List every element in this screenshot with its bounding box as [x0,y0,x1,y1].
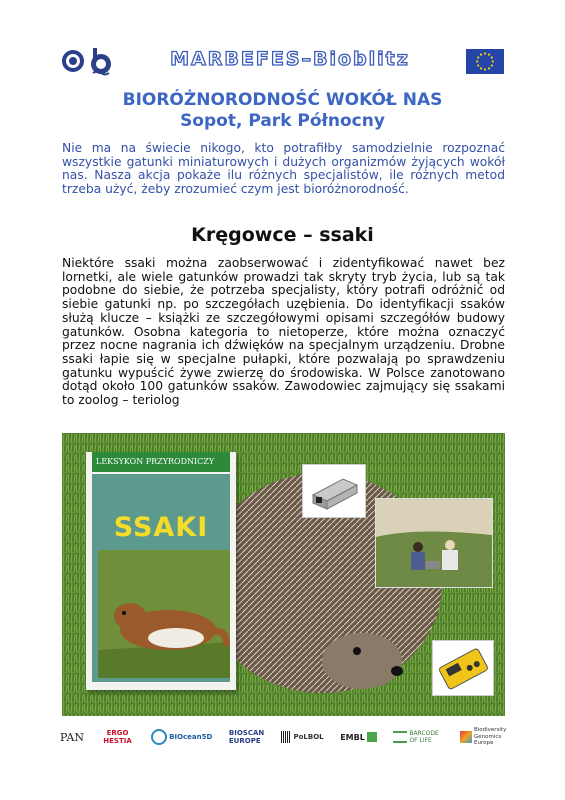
live-trap-photo [302,464,366,518]
bioscan-europe-logo: BIOSCAN EUROPE [228,729,265,745]
barcode-of-life-logo: BARCODE OF LIFE [393,730,443,744]
marbefes-logos-icon [60,47,116,77]
page-title: BIORÓŻNORODNOŚĆ WOKÓŁ NAS [122,90,443,110]
stoat-photo [98,550,230,678]
intro-paragraph: Nie ma na świecie nikogo, kto potrafiłby samodzielnie rozpoznać wszystkie gatunki miniaturowych i dużych organizmów żyjących wokół nas. Nasza akcja pokaże ilu różnych specjalistów, ile różnych metod trzeba użyć, żeby zrozumieć czym jest bioróżnorodność. [62,141,505,196]
book-title: SSAKI [113,512,209,543]
bge-icon [460,731,472,743]
ergo-hestia-logo: ERGO HESTIA [103,729,132,745]
pan-logo: PAN [60,730,84,744]
dna-icon [393,731,407,743]
embl-icon [367,732,377,742]
section-body: Niektóre ssaki można zaobserwować i zidentyfikować nawet bez lornetki, ale wiele gatunków prowadzi tak skryty tryb życia, lub są tak podobne do siebie, że potrzeba specjalisty, który potrafi odróżnić od siebie gatunki np. po szczegółach uzębienia. Do identyfikacji ssaków służą klucze – książki ze szczegółowymi opisami szczegółów budowy gatunków. Osobna kategoria to nietoperze, które można oznaczyć przez nocne nagrania ich dźwięków na specjalnym urządzeniu. Drobne ssaki łapie się w specjalne pułapki, które pozwalają po sprawdzeniu gatunku wypuścić żywe zwierzę do środowiska. W Polsce zanotowano dotąd około 100 gatunków ssaków. Zawodowiec zajmujący się ssakami to zoolog – teriolog [62,256,505,408]
biocean5d-logo: BIOcean5D [151,729,212,745]
partner-logos [60,724,510,750]
book-cover [86,452,236,690]
polbol-logo: PoLBOL [281,731,323,743]
section-title: Kręgowce – ssaki [191,224,374,246]
brand-title: MARBEFES–Bioblitz [170,48,410,70]
book-cover-inner [92,474,230,682]
barcode-icon [281,731,291,743]
bge-logo: Biodiversity Genomics Europe [460,727,510,747]
page-subtitle-location: Sopot, Park Północny [180,111,385,131]
biocean5d-icon [151,729,167,745]
eu-flag-icon [466,49,504,74]
embl-logo: EMBL [340,732,377,742]
bat-detector-photo [432,640,494,696]
field-researchers-photo [375,498,493,588]
book-series-label: LEKSYKON PRZYRODNICZY [92,452,230,472]
